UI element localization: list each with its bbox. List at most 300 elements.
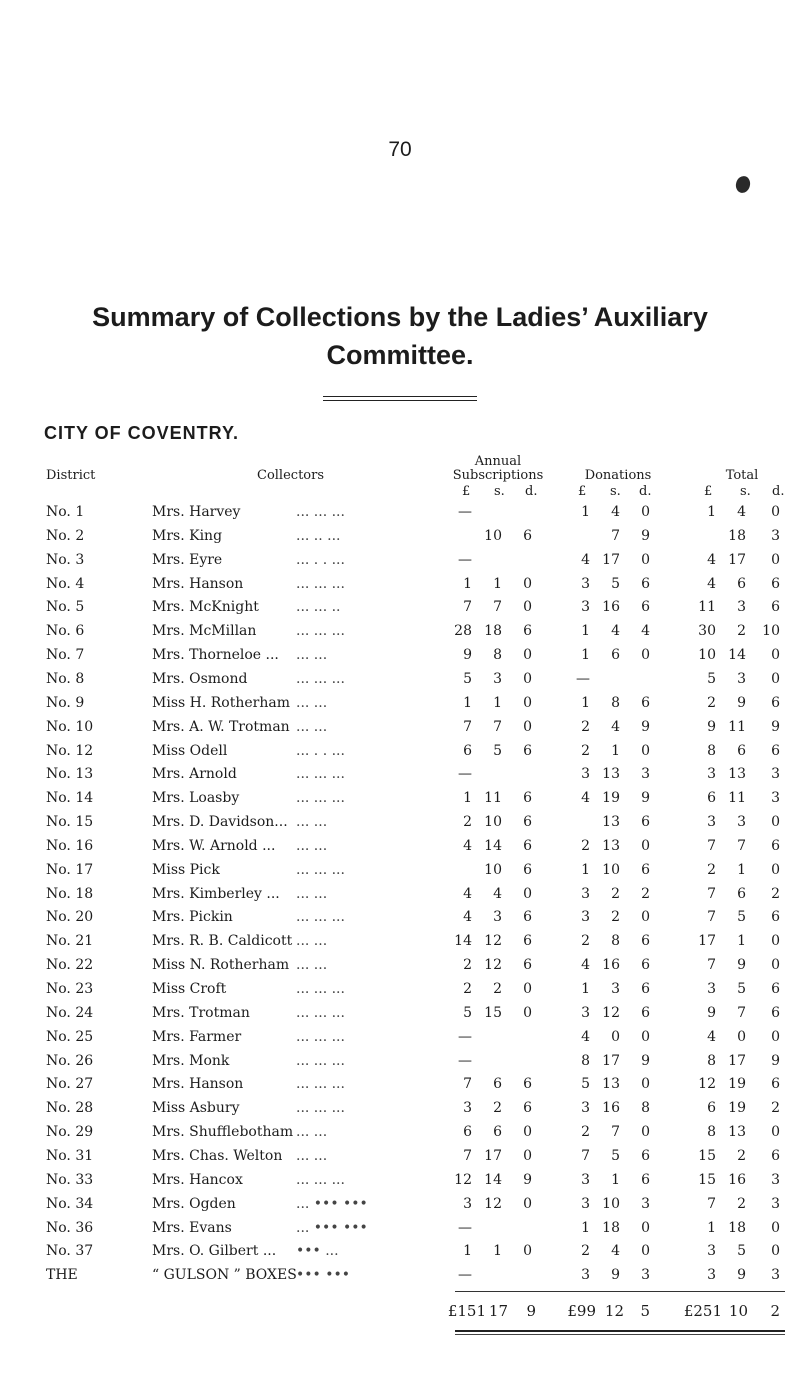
tot-pounds-cell: 6 <box>707 790 716 807</box>
sub-pence-cell: 6 <box>523 790 532 807</box>
tot-pounds-cell: 3 <box>707 814 716 831</box>
don-shillings-cell: 4 <box>611 1243 620 1260</box>
tot-pence-cell: 3 <box>771 1171 780 1188</box>
header-sub-pounds: £ <box>462 484 471 499</box>
district-cell: No. 17 <box>46 861 94 878</box>
tot-shillings-cell: 6 <box>737 742 746 759</box>
sub-pence-cell: 0 <box>523 1004 532 1021</box>
don-shillings-cell: 6 <box>611 647 620 664</box>
sub-shillings-cell: 14 <box>484 837 502 854</box>
tot-shillings-cell: 13 <box>728 1124 746 1141</box>
district-cell: No. 23 <box>46 981 94 997</box>
sub-pounds-cell: 1 <box>463 1243 472 1260</box>
sub-pounds-cell: 7 <box>463 718 472 735</box>
tot-pounds-cell: 7 <box>707 909 716 926</box>
don-pence-cell: 6 <box>641 957 650 974</box>
sub-pounds-cell: — <box>458 1219 472 1236</box>
sub-shillings-cell: 10 <box>484 814 502 831</box>
don-pounds-cell: 3 <box>581 1004 590 1021</box>
district-cell: No. 33 <box>46 1171 94 1188</box>
don-pounds-cell: 8 <box>581 1052 590 1069</box>
don-shillings-cell: 2 <box>611 909 620 926</box>
tot-shillings-cell: 17 <box>728 1052 746 1069</box>
district-cell: No. 25 <box>46 1028 94 1045</box>
don-shillings-cell: 13 <box>602 837 620 854</box>
leader-dots: ... ... <box>296 837 328 854</box>
tot-pence-cell: 0 <box>771 933 780 950</box>
don-pounds-cell: 3 <box>581 1195 590 1212</box>
don-pence-cell: 0 <box>641 1124 650 1141</box>
tot-pence-cell: 6 <box>771 981 780 997</box>
sub-shillings-cell: 12 <box>484 957 502 974</box>
sub-pounds-cell: 4 <box>463 837 472 854</box>
tot-pence-cell: 3 <box>771 1195 780 1212</box>
don-pence-cell: 9 <box>641 527 650 544</box>
collector-cell: Mrs. Hanson <box>152 1076 244 1093</box>
sub-pence-cell: 0 <box>523 694 532 711</box>
collector-cell: Mrs. McKnight <box>152 599 259 616</box>
leader-dots: ... ... <box>296 957 328 974</box>
leader-dots: ... ... <box>296 885 328 902</box>
district-cell: No. 1 <box>46 504 85 520</box>
collector-cell: Mrs. Chas. Welton <box>152 1147 283 1164</box>
sub-pounds-cell: — <box>458 1052 472 1069</box>
tot-shillings-cell: 18 <box>728 1219 746 1236</box>
tot-shillings-cell: 1 <box>737 861 746 878</box>
sub-shillings-cell: 18 <box>484 623 502 640</box>
table-row <box>0 933 800 959</box>
table-row <box>0 1267 800 1293</box>
table-row <box>0 719 800 745</box>
page-title <box>0 298 800 374</box>
don-shillings-cell: 10 <box>602 1195 620 1212</box>
don-pence-cell: 6 <box>641 1147 650 1164</box>
table-row <box>0 1148 800 1174</box>
sub-pence-cell: 6 <box>523 861 532 878</box>
tot-pence-cell: 0 <box>771 1219 780 1236</box>
sub-shillings-cell: 12 <box>484 1195 502 1212</box>
table-row <box>0 1243 800 1269</box>
sub-shillings-cell: 6 <box>493 1124 502 1141</box>
total-don-shillings: 12 <box>604 1302 624 1320</box>
don-pence-cell: 0 <box>641 742 650 759</box>
tot-pence-cell: 6 <box>771 1004 780 1021</box>
don-pence-cell: 6 <box>641 814 650 831</box>
collector-cell: Mrs. W. Arnold ... <box>152 837 276 854</box>
table-row <box>0 528 800 554</box>
tot-pounds-cell: 9 <box>707 1004 716 1021</box>
collector-cell: Mrs. Osmond <box>152 670 248 687</box>
collector-cell: Mrs. D. Davidson... <box>152 814 288 831</box>
don-pounds-cell: 3 <box>581 1100 590 1117</box>
don-shillings-cell: 13 <box>602 766 620 783</box>
leader-dots: ... ... ... <box>296 766 345 783</box>
leader-dots: ... ... ... <box>296 790 345 807</box>
sub-pounds-cell: 4 <box>463 909 472 926</box>
don-shillings-cell: 18 <box>602 1219 620 1236</box>
district-cell: No. 34 <box>46 1195 94 1212</box>
table-row <box>0 909 800 935</box>
district-cell: No. 10 <box>46 718 94 735</box>
don-pounds-cell: — <box>576 670 590 687</box>
tot-shillings-cell: 5 <box>737 909 746 926</box>
tot-pence-cell: 3 <box>771 527 780 544</box>
total-tot-shillings: 10 <box>728 1302 748 1320</box>
sub-shillings-cell: 8 <box>493 647 502 664</box>
district-cell: No. 36 <box>46 1219 94 1236</box>
don-pounds-cell: 1 <box>581 861 590 878</box>
don-pence-cell: 6 <box>641 599 650 616</box>
tot-shillings-cell: 6 <box>737 885 746 902</box>
table-row <box>0 1172 800 1198</box>
tot-pounds-cell: 3 <box>707 981 716 997</box>
total-sub-pounds: £151 <box>447 1302 486 1320</box>
leader-dots: ... ... <box>296 694 328 711</box>
don-shillings-cell: 5 <box>611 1147 620 1164</box>
district-cell: No. 26 <box>46 1052 94 1069</box>
tot-shillings-cell: 7 <box>737 837 746 854</box>
don-pounds-cell: 1 <box>581 504 590 520</box>
tot-pounds-cell: 7 <box>707 1195 716 1212</box>
tot-pence-cell: 9 <box>771 718 780 735</box>
total-don-pence: 5 <box>640 1302 650 1320</box>
sub-pounds-cell: 1 <box>463 575 472 592</box>
header-subscriptions: Subscriptions <box>452 468 544 483</box>
title-line-1: Summary of Collections by the Ladies’ Auxiliary <box>92 302 708 332</box>
district-cell: THE <box>46 1267 78 1284</box>
collector-cell: “ GULSON ” BOXES <box>152 1267 297 1284</box>
tot-pounds-cell: 12 <box>698 1076 716 1093</box>
sub-shillings-cell: 10 <box>484 527 502 544</box>
table-row <box>0 1076 800 1102</box>
tot-pounds-cell: 9 <box>707 718 716 735</box>
page-number: 70 <box>388 138 412 161</box>
sub-shillings-cell: 2 <box>493 981 502 997</box>
sub-pounds-cell: 5 <box>463 1004 472 1021</box>
sub-pence-cell: 6 <box>523 742 532 759</box>
title-rule-bottom <box>323 400 477 401</box>
sub-pounds-cell: — <box>458 1028 472 1045</box>
sub-shillings-cell: 15 <box>484 1004 502 1021</box>
leader-dots: ... ... ... <box>296 575 345 592</box>
don-shillings-cell: 2 <box>611 885 620 902</box>
don-shillings-cell: 1 <box>611 1171 620 1188</box>
table-row <box>0 623 800 649</box>
don-pounds-cell: 3 <box>581 1171 590 1188</box>
don-pounds-cell: 5 <box>581 1076 590 1093</box>
tot-pounds-cell: 4 <box>707 575 716 592</box>
tot-pence-cell: 0 <box>771 504 780 520</box>
tot-pounds-cell: 17 <box>698 933 716 950</box>
tot-pounds-cell: 30 <box>698 623 716 640</box>
don-shillings-cell: 4 <box>611 623 620 640</box>
don-shillings-cell: 8 <box>611 694 620 711</box>
sub-pence-cell: 6 <box>523 527 532 544</box>
tot-pounds-cell: 8 <box>707 1052 716 1069</box>
don-pounds-cell: 2 <box>581 742 590 759</box>
leader-dots: ... ... <box>296 814 328 831</box>
sub-pounds-cell: 7 <box>463 1147 472 1164</box>
sub-pence-cell: 0 <box>523 981 532 997</box>
sub-shillings-cell: 10 <box>484 861 502 878</box>
don-pounds-cell: 2 <box>581 837 590 854</box>
district-cell: No. 31 <box>46 1147 94 1164</box>
collector-cell: Mrs. Ogden <box>152 1195 236 1212</box>
leader-dots: ... ... ... <box>296 981 345 997</box>
district-cell: No. 3 <box>46 551 85 568</box>
tot-shillings-cell: 3 <box>737 599 746 616</box>
don-pence-cell: 0 <box>641 837 650 854</box>
collector-cell: Miss Pick <box>152 861 220 878</box>
tot-shillings-cell: 1 <box>737 933 746 950</box>
tot-shillings-cell: 16 <box>728 1171 746 1188</box>
sub-pence-cell: 0 <box>523 1147 532 1164</box>
tot-shillings-cell: 18 <box>728 527 746 544</box>
leader-dots: ... ... ... <box>296 1171 345 1188</box>
tot-pounds-cell: 11 <box>698 599 716 616</box>
leader-dots: ... . . ... <box>296 551 345 568</box>
sub-pence-cell: 6 <box>523 814 532 831</box>
don-pence-cell: 0 <box>641 1076 650 1093</box>
district-cell: No. 12 <box>46 742 94 759</box>
sub-pence-cell: 6 <box>523 1076 532 1093</box>
collector-cell: Mrs. A. W. Trotman <box>152 718 290 735</box>
sub-pence-cell: 6 <box>523 909 532 926</box>
tot-pence-cell: 0 <box>771 1243 780 1260</box>
sub-pounds-cell: 9 <box>463 647 472 664</box>
sub-pounds-cell: 28 <box>454 623 472 640</box>
tot-shillings-cell: 2 <box>737 1147 746 1164</box>
don-shillings-cell: 4 <box>611 504 620 520</box>
tot-pence-cell: 0 <box>771 1028 780 1045</box>
district-cell: No. 24 <box>46 1004 94 1021</box>
leader-dots: ... ... .. <box>296 599 341 616</box>
collector-cell: Mrs. O. Gilbert ... <box>152 1243 277 1260</box>
sub-pounds-cell: 12 <box>454 1171 472 1188</box>
don-shillings-cell: 5 <box>611 575 620 592</box>
collector-cell: Mrs. Harvey <box>152 504 241 520</box>
collector-cell: Mrs. Thorneloe ... <box>152 647 279 664</box>
collector-cell: Mrs. R. B. Caldicott <box>152 933 293 950</box>
title-rule-top <box>323 396 477 397</box>
tot-shillings-cell: 11 <box>728 718 746 735</box>
sub-shillings-cell: 1 <box>493 575 502 592</box>
tot-pence-cell: 0 <box>771 670 780 687</box>
sub-shillings-cell: 1 <box>493 1243 502 1260</box>
total-don-pounds: £99 <box>567 1302 596 1320</box>
tot-pounds-cell: 15 <box>698 1147 716 1164</box>
header-sub-pence: d. <box>525 484 538 499</box>
don-pence-cell: 9 <box>641 790 650 807</box>
table-row <box>0 1029 800 1055</box>
sub-pounds-cell: 3 <box>463 1195 472 1212</box>
don-shillings-cell: 9 <box>611 1267 620 1284</box>
table-row <box>0 957 800 983</box>
header-sub-shillings: s. <box>494 484 505 499</box>
header-tot-pence: d. <box>772 484 785 499</box>
district-cell: No. 6 <box>46 623 85 640</box>
district-cell: No. 4 <box>46 575 85 592</box>
collector-cell: Mrs. Hancox <box>152 1171 243 1188</box>
don-pence-cell: 0 <box>641 551 650 568</box>
don-pence-cell: 0 <box>641 504 650 520</box>
don-pounds-cell: 4 <box>581 551 590 568</box>
sub-pence-cell: 0 <box>523 647 532 664</box>
tot-pence-cell: 0 <box>771 647 780 664</box>
header-tot-pounds: £ <box>704 484 713 499</box>
tot-pounds-cell: 1 <box>707 504 716 520</box>
leader-dots: ... ••• ••• <box>296 1195 368 1212</box>
tot-pounds-cell: 3 <box>707 1267 716 1284</box>
tot-shillings-cell: 9 <box>737 957 746 974</box>
sub-pounds-cell: 5 <box>463 670 472 687</box>
tot-pence-cell: 3 <box>771 790 780 807</box>
tot-shillings-cell: 13 <box>728 766 746 783</box>
leader-dots: ... ... <box>296 647 328 664</box>
tot-pence-cell: 10 <box>762 623 780 640</box>
tot-pence-cell: 6 <box>771 1076 780 1093</box>
don-pence-cell: 6 <box>641 1004 650 1021</box>
sub-pence-cell: 6 <box>523 623 532 640</box>
header-district: District <box>46 468 96 483</box>
collector-cell: Mrs. Hanson <box>152 575 244 592</box>
tot-pounds-cell: 1 <box>707 1219 716 1236</box>
don-pence-cell: 3 <box>641 1267 650 1284</box>
tot-shillings-cell: 6 <box>737 575 746 592</box>
ink-blot-mark <box>734 174 752 194</box>
sub-shillings-cell: 1 <box>493 694 502 711</box>
header-total: Total <box>725 468 759 483</box>
tot-pence-cell: 6 <box>771 909 780 926</box>
don-shillings-cell: 0 <box>611 1028 620 1045</box>
tot-shillings-cell: 9 <box>737 694 746 711</box>
tot-pence-cell: 9 <box>771 1052 780 1069</box>
don-pence-cell: 9 <box>641 1052 650 1069</box>
don-pounds-cell: 2 <box>581 933 590 950</box>
district-cell: No. 27 <box>46 1076 94 1093</box>
tot-pence-cell: 0 <box>771 957 780 974</box>
tot-pence-cell: 6 <box>771 1147 780 1164</box>
don-shillings-cell: 4 <box>611 718 620 735</box>
tot-pounds-cell: 3 <box>707 766 716 783</box>
total-tot-pence: 2 <box>770 1302 780 1320</box>
tot-shillings-cell: 14 <box>728 647 746 664</box>
header-don-pounds: £ <box>578 484 587 499</box>
don-shillings-cell: 13 <box>602 814 620 831</box>
table-row <box>0 981 800 1007</box>
tot-pence-cell: 2 <box>771 1100 780 1117</box>
collector-cell: Mrs. Evans <box>152 1219 232 1236</box>
sub-shillings-cell: 5 <box>493 742 502 759</box>
don-shillings-cell: 16 <box>602 1100 620 1117</box>
collector-cell: Mrs. Farmer <box>152 1028 242 1045</box>
table-row <box>0 504 800 530</box>
tot-shillings-cell: 5 <box>737 981 746 997</box>
leader-dots: ... ... ... <box>296 670 345 687</box>
sub-pence-cell: 6 <box>523 957 532 974</box>
tot-pence-cell: 6 <box>771 575 780 592</box>
tot-shillings-cell: 7 <box>737 1004 746 1021</box>
sub-pounds-cell: 6 <box>463 1124 472 1141</box>
tot-pounds-cell: 5 <box>707 670 716 687</box>
tot-shillings-cell: 2 <box>737 623 746 640</box>
don-pounds-cell: 2 <box>581 1243 590 1260</box>
don-shillings-cell: 3 <box>611 981 620 997</box>
don-pence-cell: 2 <box>641 885 650 902</box>
don-pence-cell: 6 <box>641 933 650 950</box>
sub-shillings-cell: 3 <box>493 670 502 687</box>
table-row <box>0 599 800 625</box>
district-cell: No. 14 <box>46 790 94 807</box>
tot-pounds-cell: 15 <box>698 1171 716 1188</box>
tot-pounds-cell: 7 <box>707 957 716 974</box>
header-don-shillings: s. <box>610 484 621 499</box>
don-shillings-cell: 16 <box>602 957 620 974</box>
leader-dots: ... ... ... <box>296 1100 345 1117</box>
totals-row <box>0 1302 800 1328</box>
district-cell: No. 8 <box>46 670 85 687</box>
table-row <box>0 1124 800 1150</box>
don-pence-cell: 6 <box>641 575 650 592</box>
tot-shillings-cell: 9 <box>737 1267 746 1284</box>
don-pounds-cell: 3 <box>581 909 590 926</box>
don-pence-cell: 6 <box>641 861 650 878</box>
collector-cell: Miss Croft <box>152 981 227 997</box>
district-cell: No. 37 <box>46 1243 94 1260</box>
header-annual: Annual <box>474 454 522 469</box>
sub-shillings-cell: 2 <box>493 1100 502 1117</box>
don-pence-cell: 6 <box>641 981 650 997</box>
don-shillings-cell: 17 <box>602 1052 620 1069</box>
section-heading: CITY OF COVENTRY. <box>44 423 240 443</box>
leader-dots: ... ... ... <box>296 1028 345 1045</box>
don-shillings-cell: 12 <box>602 1004 620 1021</box>
sub-pounds-cell: — <box>458 1267 472 1284</box>
collector-cell: Mrs. Eyre <box>152 551 223 568</box>
tot-shillings-cell: 3 <box>737 814 746 831</box>
sub-pounds-cell: — <box>458 766 472 783</box>
collector-cell: Mrs. Shufflebotham <box>152 1124 294 1141</box>
district-cell: No. 5 <box>46 599 85 616</box>
collector-cell: Mrs. Pickin <box>152 909 233 926</box>
leader-dots: ... ... ... <box>296 909 345 926</box>
sub-pounds-cell: 6 <box>463 742 472 759</box>
sub-pounds-cell: 3 <box>463 1100 472 1117</box>
don-pence-cell: 4 <box>641 623 650 640</box>
don-pounds-cell: 4 <box>581 957 590 974</box>
don-pence-cell: 3 <box>641 1195 650 1212</box>
don-pounds-cell: 3 <box>581 885 590 902</box>
table-row <box>0 1005 800 1031</box>
tot-shillings-cell: 4 <box>737 504 746 520</box>
don-pounds-cell: 3 <box>581 575 590 592</box>
tot-pounds-cell: 8 <box>707 1124 716 1141</box>
tot-shillings-cell: 11 <box>728 790 746 807</box>
sub-shillings-cell: 7 <box>493 718 502 735</box>
sub-pounds-cell: 14 <box>454 933 472 950</box>
table-top-rule <box>455 1291 785 1292</box>
don-shillings-cell: 16 <box>602 599 620 616</box>
collector-cell: Mrs. Arnold <box>152 766 237 783</box>
don-shillings-cell: 10 <box>602 861 620 878</box>
sub-pence-cell: 6 <box>523 837 532 854</box>
header-tot-shillings: s. <box>740 484 751 499</box>
sub-shillings-cell: 7 <box>493 599 502 616</box>
sub-pounds-cell: 2 <box>463 981 472 997</box>
total-sub-shillings: 17 <box>488 1302 508 1320</box>
table-row <box>0 647 800 673</box>
collector-cell: Mrs. Kimberley ... <box>152 885 280 902</box>
